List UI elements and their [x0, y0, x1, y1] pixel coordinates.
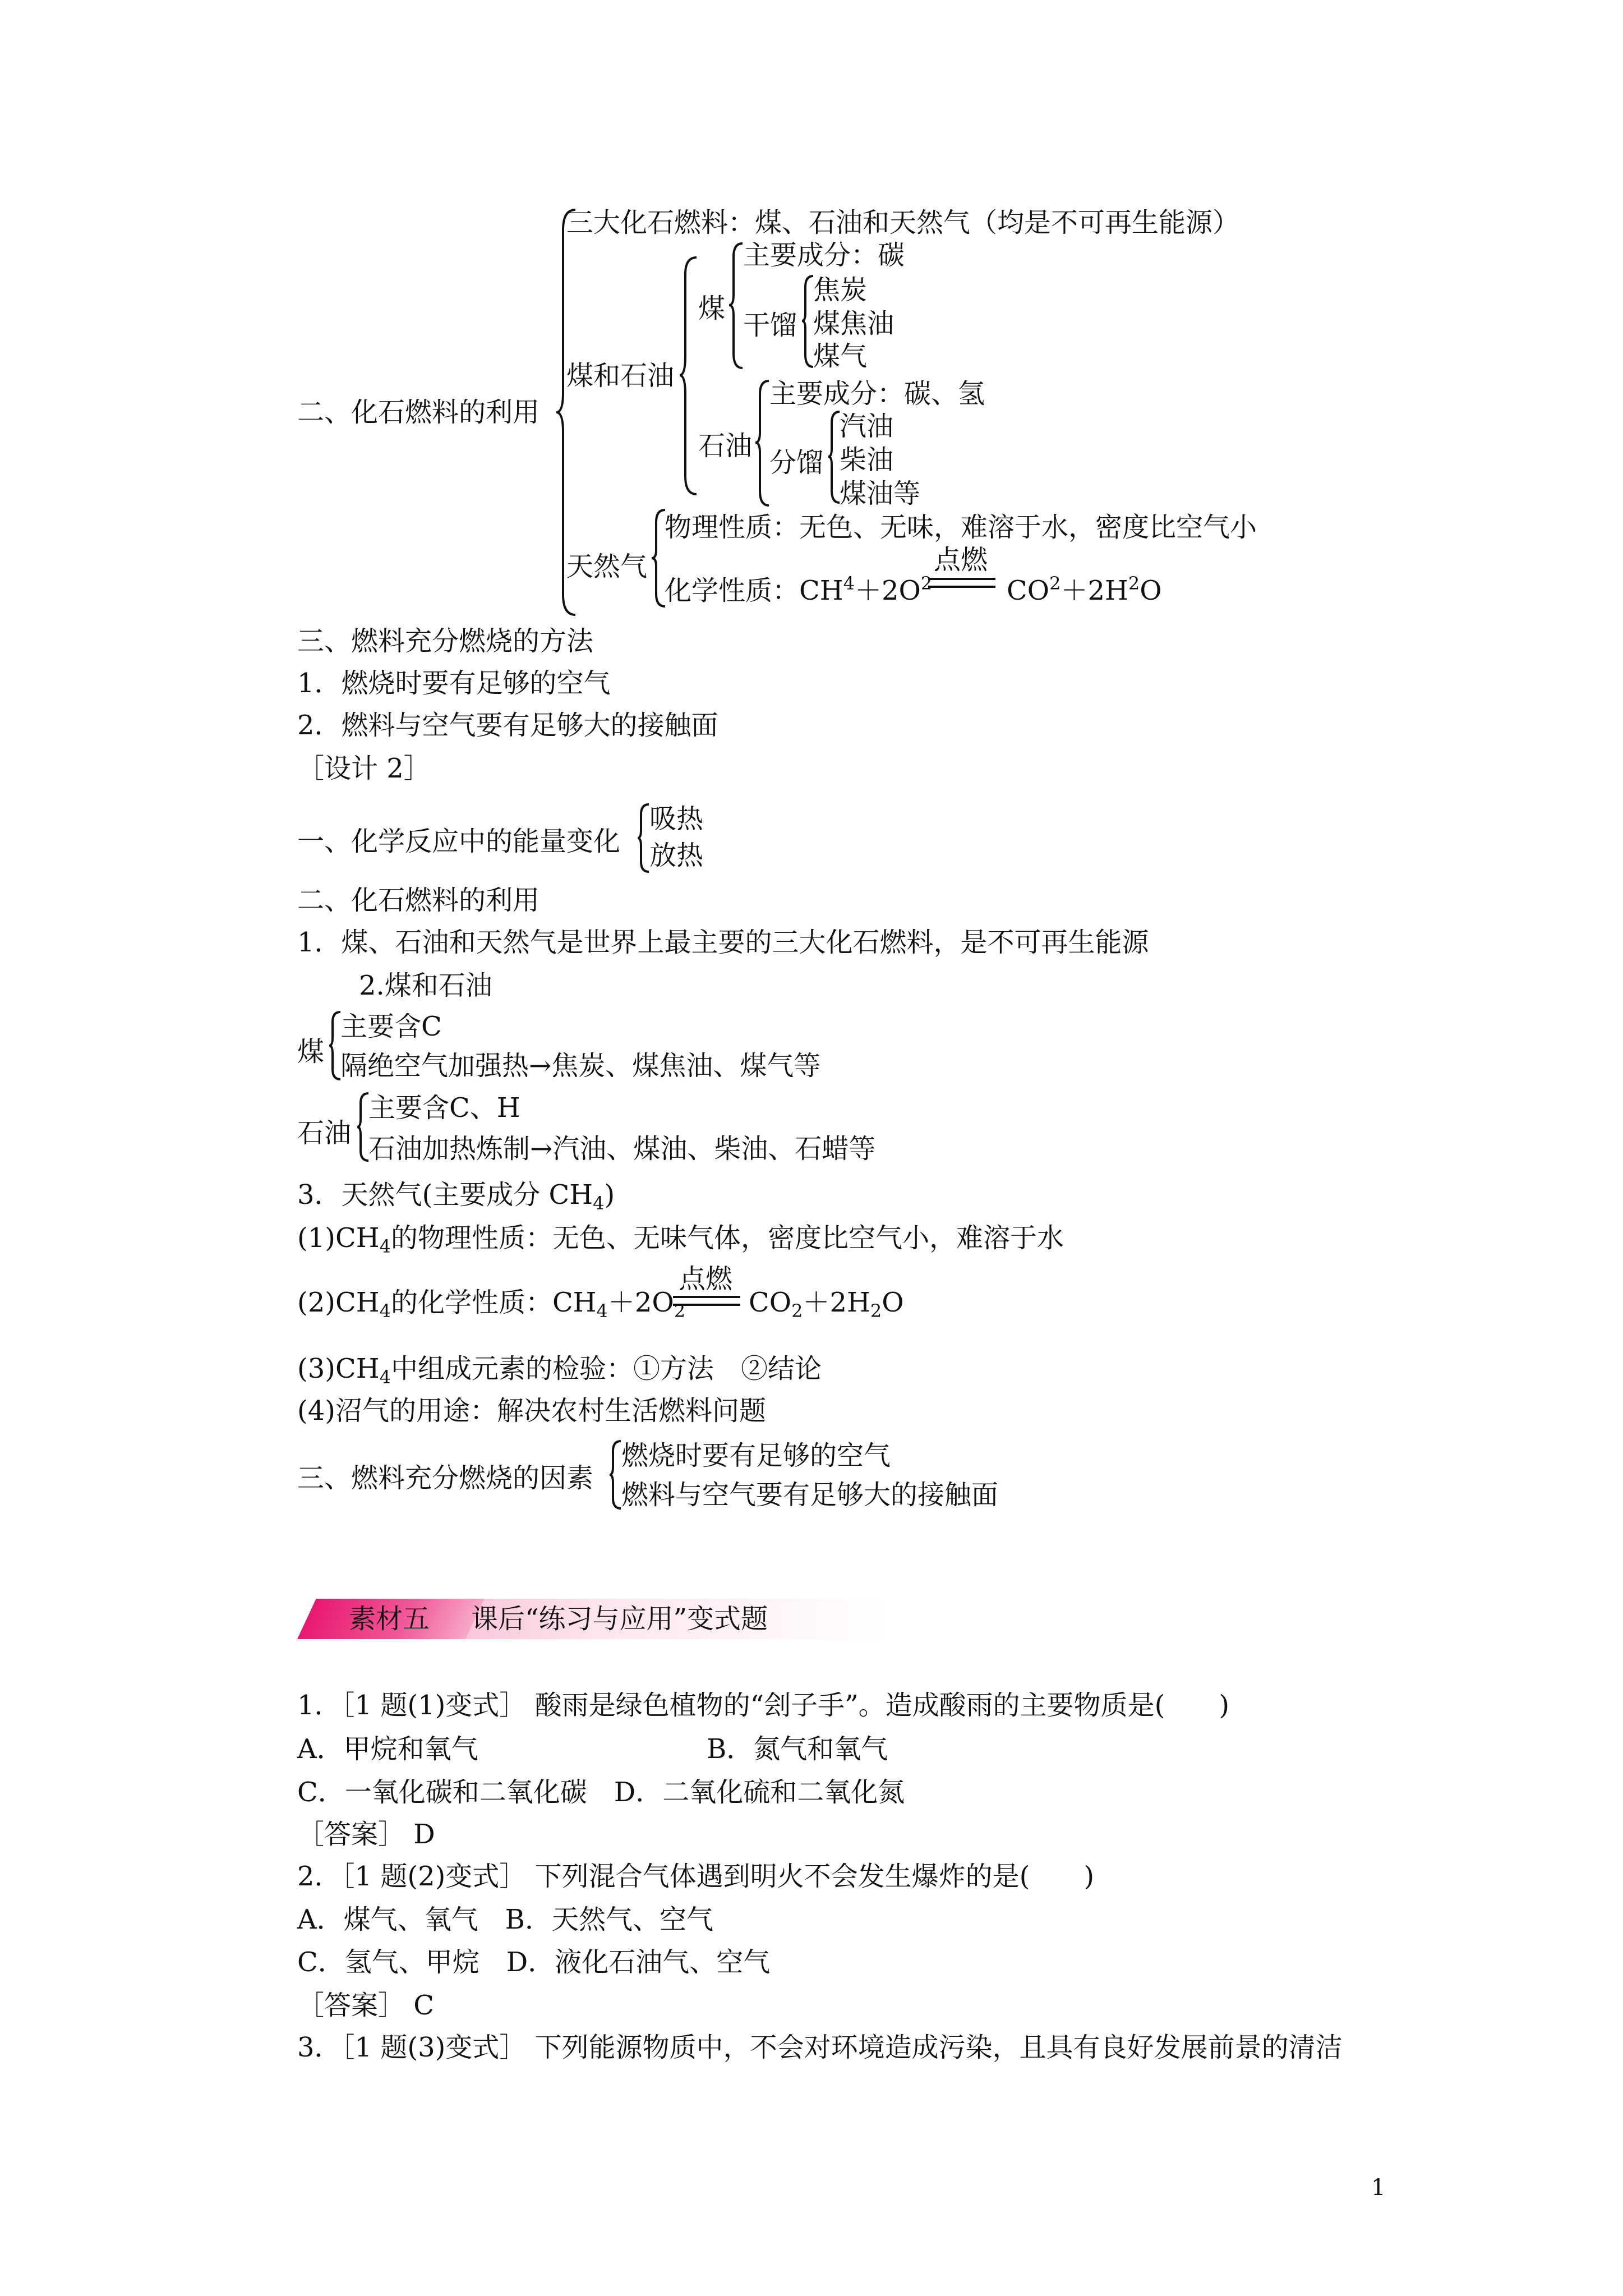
dry-distillation-label: 干馏 — [743, 310, 797, 341]
d2-p3b: ) — [604, 1179, 615, 1211]
d2-coal-a: 主要含C — [340, 1011, 442, 1042]
natural-gas-physical: 物理性质：无色、无味，难溶于水，密度比空气小 — [665, 512, 1257, 543]
d2-q3b: 中组成元素的检验：①方法 ②结论 — [390, 1353, 822, 1384]
kerosene-item: 煤油等 — [840, 478, 921, 509]
natural-gas-products — [1007, 567, 1162, 608]
chem-o: O — [1140, 575, 1162, 606]
coal-brace — [728, 241, 745, 370]
energy-change-title: 一、化学反应中的能量变化 — [297, 826, 621, 857]
coal-tar-item: 煤焦油 — [813, 308, 895, 339]
design2-p1: 1．煤、石油和天然气是世界上最主要的三大化石燃料，是不可再生能源 — [297, 927, 1149, 958]
d2-q2c: ＋2O — [607, 1287, 674, 1318]
question-1: 1．［1 题(1)变式］ 酸雨是绿色植物的“刽子手”。造成酸雨的主要物质是( ) — [297, 1690, 1230, 1721]
design2-p2: 2.煤和石油 — [359, 970, 492, 1001]
chem-label: 化学性质：CH — [665, 575, 843, 606]
d2-oil-b: 石油加热炼制→汽油、煤油、柴油、石蜡等 — [368, 1133, 876, 1165]
material-header — [297, 1599, 886, 1639]
fossil-three-fuels: 三大化石燃料：煤、石油和天然气（均是不可再生能源） — [566, 207, 1240, 238]
section3-title: 三、燃料充分燃烧的方法 — [297, 625, 594, 657]
question-2-options-cd: C．氢气、甲烷 D．液化石油气、空气 — [297, 1947, 771, 1978]
fossil-title: 二、化石燃料的利用 — [297, 397, 540, 428]
d2-p3a: 3．天然气(主要成分 CH — [297, 1179, 593, 1211]
coal-oil-brace — [679, 255, 699, 496]
chem-co: CO — [1007, 575, 1050, 606]
release-heat: 放热 — [649, 840, 704, 871]
d2-q4: (4)沼气的用途：解决农村生活燃料问题 — [297, 1395, 766, 1427]
diesel-item: 柴油 — [840, 444, 894, 476]
ignite-label-top: 点燃 — [934, 544, 988, 576]
coal-oil-label: 煤和石油 — [566, 360, 675, 392]
d2-q2 — [297, 1286, 685, 1328]
material-label: 素材五 — [349, 1603, 430, 1635]
d2-q2-sub5: 2 — [870, 1300, 882, 1322]
d2-q2-sub3: 2 — [674, 1300, 686, 1322]
question-1-option-b: B．氮气和氧气 — [707, 1733, 888, 1765]
coal-main-component: 主要成分：碳 — [743, 240, 905, 271]
d2-q1 — [297, 1221, 1064, 1263]
natural-gas-chemical — [665, 567, 932, 608]
d2-p3 — [297, 1178, 615, 1220]
oil-label: 石油 — [698, 430, 753, 462]
d2-s3a: 燃烧时要有足够的空气 — [621, 1440, 891, 1471]
chem-sup-2: 2 — [920, 573, 933, 594]
d2-oil-label: 石油 — [297, 1117, 352, 1149]
question-1-options-cd: C．一氧化碳和二氧化碳 D．二氧化硫和二氧化氮 — [297, 1777, 905, 1808]
d2-oil-a: 主要含C、H — [368, 1092, 520, 1124]
section3-item1: 1．燃烧时要有足够的空气 — [297, 668, 611, 699]
material-title: 课后“练习与应用”变式题 — [471, 1603, 768, 1635]
reaction-equals-top — [928, 578, 995, 588]
question-2: 2．［1 题(2)变式］ 下列混合气体遇到明火不会发生爆炸的是( ) — [297, 1861, 1095, 1892]
question-1-option-a: A．甲烷和氧气 — [297, 1733, 478, 1765]
chem-2h: ＋2H — [1061, 575, 1128, 606]
d2-q1a: (1)CH — [297, 1222, 380, 1254]
coal-gas-item: 煤气 — [813, 341, 868, 372]
chem-h-sup: 2 — [1128, 573, 1140, 594]
chem-sup-4: 4 — [843, 573, 855, 594]
d2-q2-sub1: 4 — [379, 1300, 391, 1322]
d2-q2-sub2: 4 — [596, 1300, 608, 1322]
question-3: 3．［1 题(3)变式］ 下列能源物质中，不会对环境造成污染，且具有良好发展前景的清洁 — [297, 2032, 1343, 2063]
d2-q2e: ＋2H — [803, 1287, 870, 1318]
page-number: 1 — [1371, 2175, 1386, 2201]
design2-label: ［设计 2］ — [297, 753, 431, 784]
d2-q3 — [297, 1352, 822, 1394]
design2-fossil-title: 二、化石燃料的利用 — [297, 885, 540, 916]
d2-q1b: 的物理性质：无色、无味气体，密度比空气小，难溶于水 — [390, 1222, 1064, 1254]
reaction-equals-bottom — [673, 1296, 740, 1306]
d2-q2b: 的化学性质：CH — [390, 1287, 597, 1318]
d2-coal-b: 隔绝空气加强热→焦炭、煤焦油、煤气等 — [340, 1050, 821, 1082]
answer-1: ［答案］ D — [297, 1819, 435, 1850]
fractional-distillation-label: 分馏 — [769, 447, 824, 478]
coal-label: 煤 — [698, 293, 726, 324]
chem-mid: ＋2O — [854, 575, 921, 606]
chem-co-sup: 2 — [1049, 573, 1061, 594]
d2-q2-sub4: 2 — [791, 1300, 803, 1322]
section3-item2: 2．燃料与空气要有足够大的接触面 — [297, 710, 718, 741]
natural-gas-label: 天然气 — [566, 551, 648, 582]
ignite-label-bottom: 点燃 — [679, 1263, 733, 1295]
d2-q1-sub: 4 — [379, 1236, 391, 1257]
d2-s3b: 燃料与空气要有足够大的接触面 — [621, 1479, 999, 1511]
d2-q2-products — [749, 1286, 904, 1328]
coke-item: 焦炭 — [813, 274, 868, 306]
d2-q2a: (2)CH — [297, 1287, 380, 1318]
d2-p3-sub: 4 — [593, 1193, 605, 1214]
gasoline-item: 汽油 — [840, 411, 894, 442]
d2-q3a: (3)CH — [297, 1353, 380, 1384]
d2-s3-title: 三、燃料充分燃烧的因素 — [297, 1462, 594, 1494]
d2-q2d: CO — [749, 1287, 792, 1318]
question-2-options-ab: A．煤气、氧气 B．天然气、空气 — [297, 1904, 713, 1935]
oil-brace — [754, 379, 771, 508]
oil-main-component: 主要成分：碳、氢 — [769, 378, 985, 409]
d2-q2f: O — [882, 1287, 904, 1318]
d2-q3-sub: 4 — [379, 1366, 391, 1388]
answer-2: ［答案］ C — [297, 1990, 434, 2021]
d2-coal-label: 煤 — [297, 1036, 325, 1068]
absorb-heat: 吸热 — [649, 803, 704, 835]
